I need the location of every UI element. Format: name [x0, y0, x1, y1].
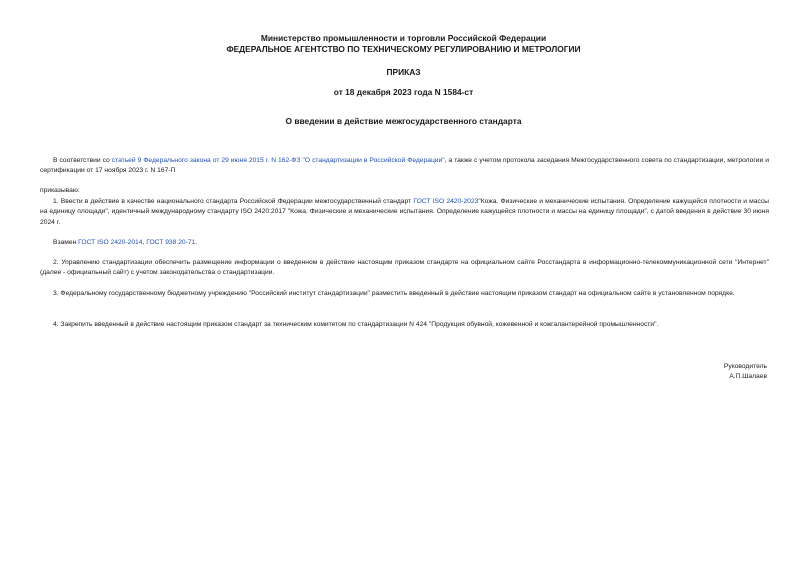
- gost-iso-2420-2023-link[interactable]: ГОСТ ISO 2420-2023: [413, 198, 479, 205]
- signatory-name: А.П.Шалаев: [729, 373, 767, 381]
- item-1-paragraph: [40, 197, 769, 228]
- signatory-role: Руководитель: [723, 363, 767, 370]
- replacement-separator: ,: [142, 239, 147, 246]
- item-1-text-start: 1. Ввести в действие в качестве национального стандарта Российской Федерации межгосударственный стандарт: [53, 198, 414, 205]
- item-2-paragraph: [40, 258, 769, 279]
- document-date-number: от 18 декабря 2023 года N 1584-ст: [333, 87, 474, 97]
- preamble-text-start: В соответствии со: [53, 157, 112, 164]
- gost-938-20-71-link[interactable]: ГОСТ 938.20-71: [146, 239, 196, 246]
- gost-iso-2420-2014-link[interactable]: ГОСТ ISO 2420-2014: [78, 239, 143, 246]
- preamble-text-end: , а также с учетом протокола заседания Межгосударственного совета по стандартизации, метрологии и сертификации от 17 ноября 2023 г. N 167-П: [40, 157, 769, 175]
- document-type: ПРИКАЗ: [386, 67, 421, 77]
- replacement-end: .: [195, 239, 198, 246]
- item-4-text: 4. Закрепить введенный в действие настоящим приказом стандарт за техническим комитетом по стандартизации N 424 "Продукция обувной, кожевенной и кожгалантерейной промышленности".: [53, 321, 659, 328]
- orders-line: [40, 186, 769, 196]
- document-title: О введении в действие межгосударственного стандарта: [285, 116, 522, 126]
- document-header: [0, 33, 807, 55]
- preamble-paragraph: [40, 156, 769, 177]
- federal-law-link[interactable]: статьей 9 Федерального закона от 29 июня 2015 г. N 162-ФЗ "О стандартизации в Российской Федерации": [111, 157, 445, 164]
- replacement-text: Взамен: [53, 239, 79, 246]
- signature-block: [724, 362, 767, 383]
- ministry-name: Министерство промышленности и торговли Российской Федерации: [260, 33, 547, 43]
- orders-text: приказываю:: [40, 187, 80, 194]
- item-4-paragraph: [40, 320, 769, 330]
- replacement-paragraph: [40, 238, 769, 248]
- agency-name: ФЕДЕРАЛЬНОЕ АГЕНТСТВО ПО ТЕХНИЧЕСКОМУ РЕГУЛИРОВАНИЮ И МЕТРОЛОГИИ: [226, 44, 581, 54]
- item-1-text-end: "Кожа. Физические и механические испытания. Определение кажущейся плотности и массы на единицу площади", идентичный международному стандарту ISO 2420:2017 "Кожа. Физические и механические испытания. Определение кажущейся плотности и массы на единицу площади", с датой введения в действие 30 июня 2024 г.: [40, 198, 769, 226]
- item-3-text: 3. Федеральному государственному бюджетному учреждению "Российский институт стандартизации" разместить введенный в действие настоящим приказом стандарт на официальном сайте в установленном порядке.: [53, 290, 735, 297]
- item-2-text: 2. Управлению стандартизации обеспечить размещение информации о введенном в действие настоящим приказом стандарте на официальном сайте Росстандарта в информационно-телекоммуникационной сети "Интернет" (далее - официальный сайт) с учетом законодательства о стандартизации.: [40, 259, 769, 277]
- item-3-paragraph: [40, 289, 769, 299]
